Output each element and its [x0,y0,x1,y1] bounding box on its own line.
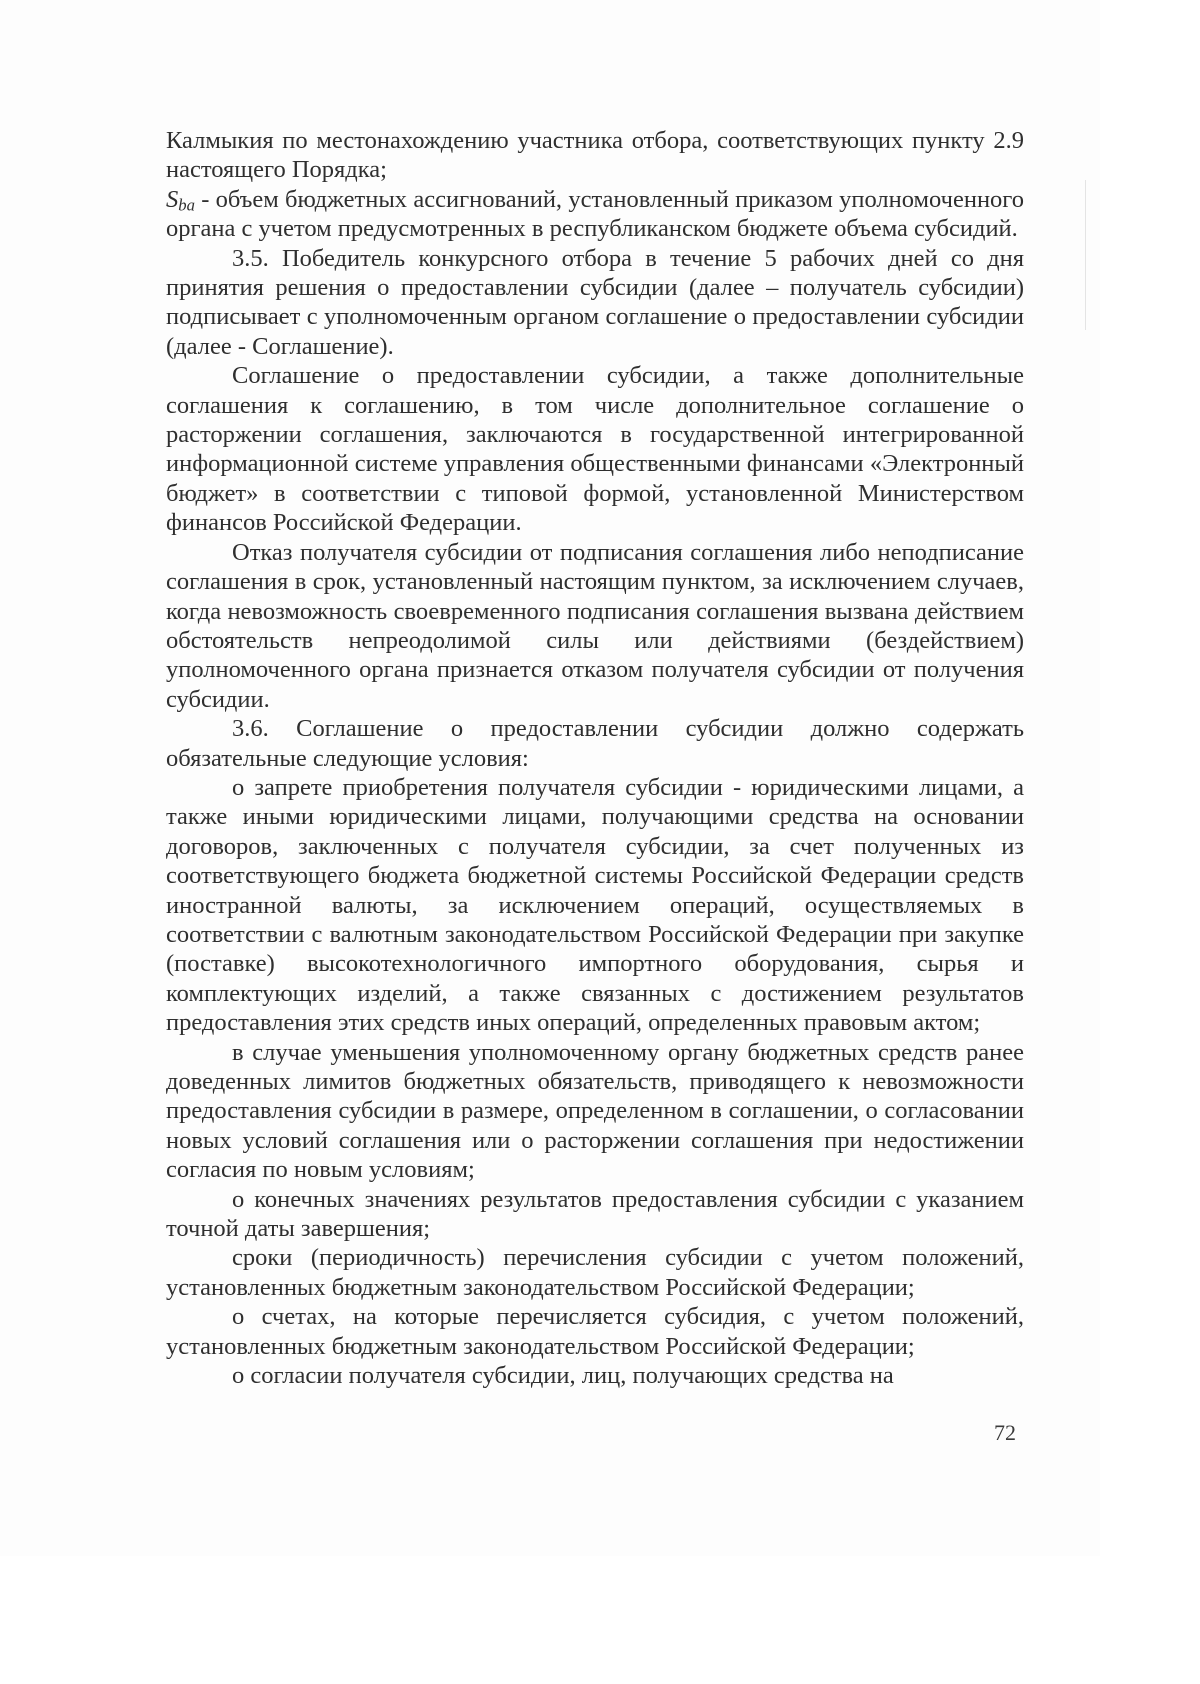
list-item-final-values: о конечных значениях результатов предоставления субсидии с указанием точной даты завершения; [166,1185,1024,1243]
paragraph-3-6: 3.6. Соглашение о предоставлении субсидии должно содержать обязательные следующие условия: [166,715,1024,772]
formula-definition-text: - объем бюджетных ассигнований, установленный приказом уполномоченного органа с учетом предусмотренных в республиканском бюджете объема субсидий. [166,185,1024,243]
list-item-transfer-terms: сроки (периодичность) перечисления субсидии с учетом положений, установленных бюджетным законодательством Российской Федерации; [166,1244,1024,1301]
list-item-currency-ban: о запрете приобретения получателя субсидии - юридическими лицами, а также иными юридическими лицами, получающими средства на основании договоров, заключенных с получателя субсидии, за счет полученных из соответствующего бюджета бюджетной системы Российской Федерации средств иностранной валюты, за исключением операций, осуществляемых в соответствии с валютным законодательством Российской Федерации при закупке (поставке) высокотехнологичного импортного оборудования, сырья и комплектующих изделий, а также связанных с достижением результатов предоставления этих средств иных операций, определенных правовым актом; [166,773,1024,1037]
scan-edge-mark [1085,180,1086,330]
list-item-accounts: о счетах, на которые перечисляется субсидия, с учетом положений, установленных бюджетным законодательством Российской Федерации; [166,1303,1024,1360]
paragraph-refusal: Отказ получателя субсидии от подписания соглашения либо неподписание соглашения в срок, установленный настоящим пунктом, за исключением случаев, когда невозможность своевременного подписания соглашения вызвана действием обстоятельств непреодолимой силы или действиями (бездействием) уполномоченного органа признается отказом получателя субсидии от получения субсидии. [166,538,1024,713]
list-item-consent: о согласии получателя субсидии, лиц, получающих средства на [232,1362,894,1390]
paragraph-3-5: 3.5. Победитель конкурсного отбора в течение 5 рабочих дней со дня принятия решения о предоставлении субсидии (далее – получатель субсидии) подписывает с уполномоченным органом соглашение о предоставлении субсидии (далее - Соглашение). [166,244,1024,360]
paragraph-formula-definition [166,185,1024,244]
document-body [166,126,1024,1390]
paragraph-agreement-system: Соглашение о предоставлении субсидии, а также дополнительные соглашения к соглашению, в том числе дополнительное соглашение о расторжении соглашения, заключаются в государственной интегрированной информационной системе управления общественными финансами «Электронный бюджет» в соответствии с типовой формой, установленной Министерством финансов Российской Федерации. [166,362,1024,537]
formula-symbol: $S_{ba}$ [166,185,195,215]
paragraph-continuation: Калмыкия по местонахождению участника отбора, соответствующих пункту 2.9 настоящего Порядка; [166,127,1024,184]
page-number: 72 [994,1420,1016,1445]
list-item-limit-reduction: в случае уменьшения уполномоченному органу бюджетных средств ранее доведенных лимитов бюджетных обязательств, приводящего к невозможности предоставления субсидии в размере, определенном в соглашении, о согласовании новых условий соглашения или о расторжении соглашения при недостижении согласия по новым условиям; [166,1038,1024,1184]
